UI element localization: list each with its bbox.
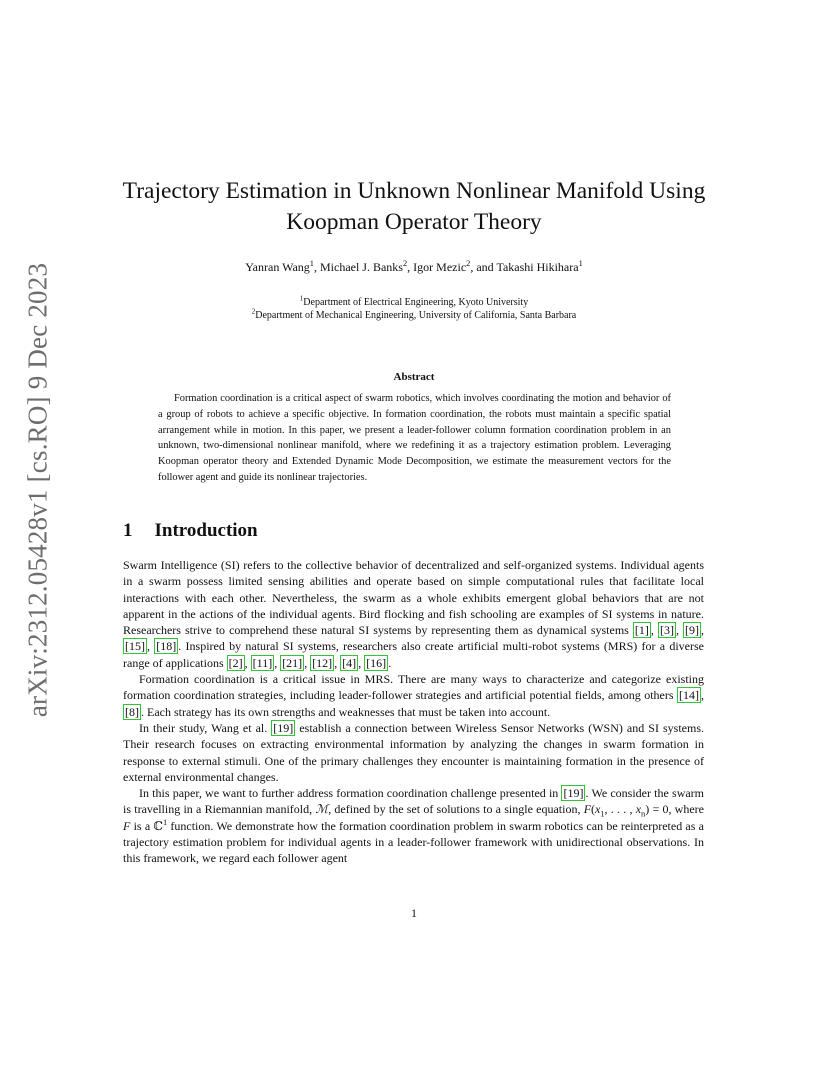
author-name: Igor Mezic [413, 260, 467, 274]
section-number: 1 [123, 520, 133, 541]
citation-link[interactable]: [16] [366, 655, 387, 670]
citation-separator: , [274, 655, 281, 670]
affiliation-text: Department of Electrical Engineering, Kyoto University [303, 297, 529, 308]
paragraph-text: . [388, 655, 392, 670]
author-affil-sup: 1 [309, 259, 314, 268]
paragraph [123, 720, 704, 785]
citation-link[interactable]: [2] [228, 655, 243, 670]
math-subscript: n [641, 809, 646, 819]
math-variable: x [635, 802, 642, 817]
math-text: , . . . , [604, 802, 636, 817]
citation-separator: , [358, 655, 365, 670]
citation-separator: , [334, 655, 341, 670]
section-title: Introduction [154, 520, 258, 541]
affiliation-sup: 2 [251, 307, 256, 316]
citation-link[interactable]: [18] [156, 639, 177, 654]
abstract-text: Formation coordination is a critical aspect of swarm robotics, which involves coordinating the motion and behavior of a group of robots to achieve a specific objective. In formation coordination, the robots must maintain a specific spatial arrangement while in motion. In this paper, we present a leader-follower column formation coordination problem in an unknown, two-dimensional nonlinear manifold, where we redefining it as a trajectory estimation problem. Leveraging Koopman operator theory and Extended Dynamic Mode Decomposition, we estimate the measurement vectors for the follower agent and guide its nonlinear trajectories. [158, 393, 671, 483]
citation-link[interactable]: [3] [659, 623, 674, 638]
citation-link[interactable]: [8] [125, 704, 139, 719]
paragraph-text: Swarm Intelligence (SI) refers to the collective behavior of decentralized and self-organized systems. Individual agents in a swarm possess limited sensing abilities and operate based on simple computational rules that facilitate local interactions with each other. Nevertheless, the swarm as a whole exhibits emergent global behaviors that are not apparent in the actions of the individual agents. Bird flocking and fish schooling are examples of SI systems in nature. Researchers strive to comprehend these natural SI systems by representing them as dynamical systems [123, 558, 704, 638]
author-affil-sup: 1 [578, 259, 583, 268]
author-affil-sup: 2 [466, 259, 471, 268]
math-text: ) = 0, where [645, 802, 704, 817]
paragraph-text: establish a connection between Wireless Sensor Networks (WSN) and SI systems. Their research focuses on extracting environmental information by analyzing the changes in swarm formation in response to external stimuli. One of the primary challenges they encounter is maintaining formation in the presence of external environmental changes. [123, 720, 704, 784]
citation-link[interactable]: [4] [342, 655, 357, 670]
affiliation-text: Department of Mechanical Engineering, University of California, Santa Barbara [255, 310, 577, 321]
arxiv-identifier-text: arXiv:2312.05428v1 [cs.RO] 9 Dec 2023 [22, 262, 53, 718]
author-name: Michael J. Banks [319, 260, 403, 274]
author-name: Takashi Hikihara [496, 260, 579, 274]
paragraph-text: . We consider the swarm is travelling in a Riemannian manifold, [123, 786, 705, 817]
paragraph [123, 785, 704, 866]
author-name: Yanran Wang [245, 260, 310, 274]
citation-separator: , [675, 623, 684, 638]
body-text [123, 557, 704, 867]
citation-separator: , [650, 623, 658, 638]
affiliation-line [100, 296, 728, 309]
citation-link[interactable]: [19] [563, 786, 584, 801]
math-subscript: 1 [600, 809, 605, 819]
paragraph-text: , defined by the set of solutions to a single equation, [328, 802, 584, 817]
abstract-heading: Abstract [393, 371, 435, 383]
paragraph [123, 671, 704, 720]
author-separator: , and [470, 260, 497, 274]
citation-link[interactable]: [14] [679, 688, 699, 703]
math-variable: x [595, 802, 601, 817]
citation-separator: , [701, 623, 705, 638]
paragraph-text: is a [130, 818, 154, 833]
author-separator: , [313, 260, 320, 274]
section-heading [123, 520, 258, 542]
citation-link[interactable]: [15] [125, 639, 145, 654]
paragraph-text: function. We demonstrate how the formation coordination problem in swarm robotics can be reinterpreted as a trajectory estimation problem for individual agents in a leader-follower framework with unidirectional observations. In this framework, we regard each follower agent [123, 818, 704, 866]
author-affil-sup: 2 [402, 259, 408, 268]
affiliation-line [100, 309, 728, 322]
author-separator: , [407, 260, 414, 274]
citation-link[interactable]: [1] [634, 623, 649, 638]
title-line-2: Koopman Operator Theory [286, 209, 542, 235]
paper-title [100, 176, 728, 238]
math-variable: F [123, 818, 131, 833]
citation-link[interactable]: [9] [685, 623, 700, 638]
paragraph-text: In this paper, we want to further address formation coordination challenge presented in [139, 786, 562, 801]
citation-link[interactable]: [11] [252, 655, 273, 670]
arxiv-identifier-stamp [20, 262, 56, 718]
paragraph-text: . Inspired by natural SI systems, researchers also create artificial multi-robot systems (MRS) for a diverse range of applications [123, 639, 705, 670]
paragraph-text: . Each strategy has its own strengths and weaknesses that must be taken into account. [141, 704, 551, 719]
manifold-symbol: ℳ [315, 802, 329, 817]
page-number: 1 [411, 906, 417, 920]
affiliation-sup: 1 [299, 294, 304, 303]
citation-separator: , [244, 655, 251, 670]
paragraph-text: Formation coordination is a critical issue in MRS. There are many ways to characterize and categorize existing formation coordination strategies, including leader-follower strategies and artificial potential fields, among others [123, 672, 704, 703]
citation-link[interactable]: [21] [282, 655, 303, 670]
affiliation-list [100, 296, 728, 322]
author-list [100, 260, 728, 275]
citation-link[interactable]: [19] [273, 720, 294, 735]
paragraph [123, 557, 704, 671]
title-line-1: Trajectory Estimation in Unknown Nonlinear Manifold Using [122, 178, 706, 204]
math-superscript: 1 [162, 817, 168, 827]
math-text: ( [591, 802, 596, 817]
citation-separator: , [701, 688, 704, 703]
citation-link[interactable]: [12] [312, 655, 333, 670]
math-symbol: ℂ [153, 818, 163, 833]
citation-separator: , [147, 639, 155, 654]
citation-separator: , [304, 655, 311, 670]
math-variable: F [583, 802, 592, 817]
paragraph-text: In their study, Wang et al. [139, 720, 272, 735]
